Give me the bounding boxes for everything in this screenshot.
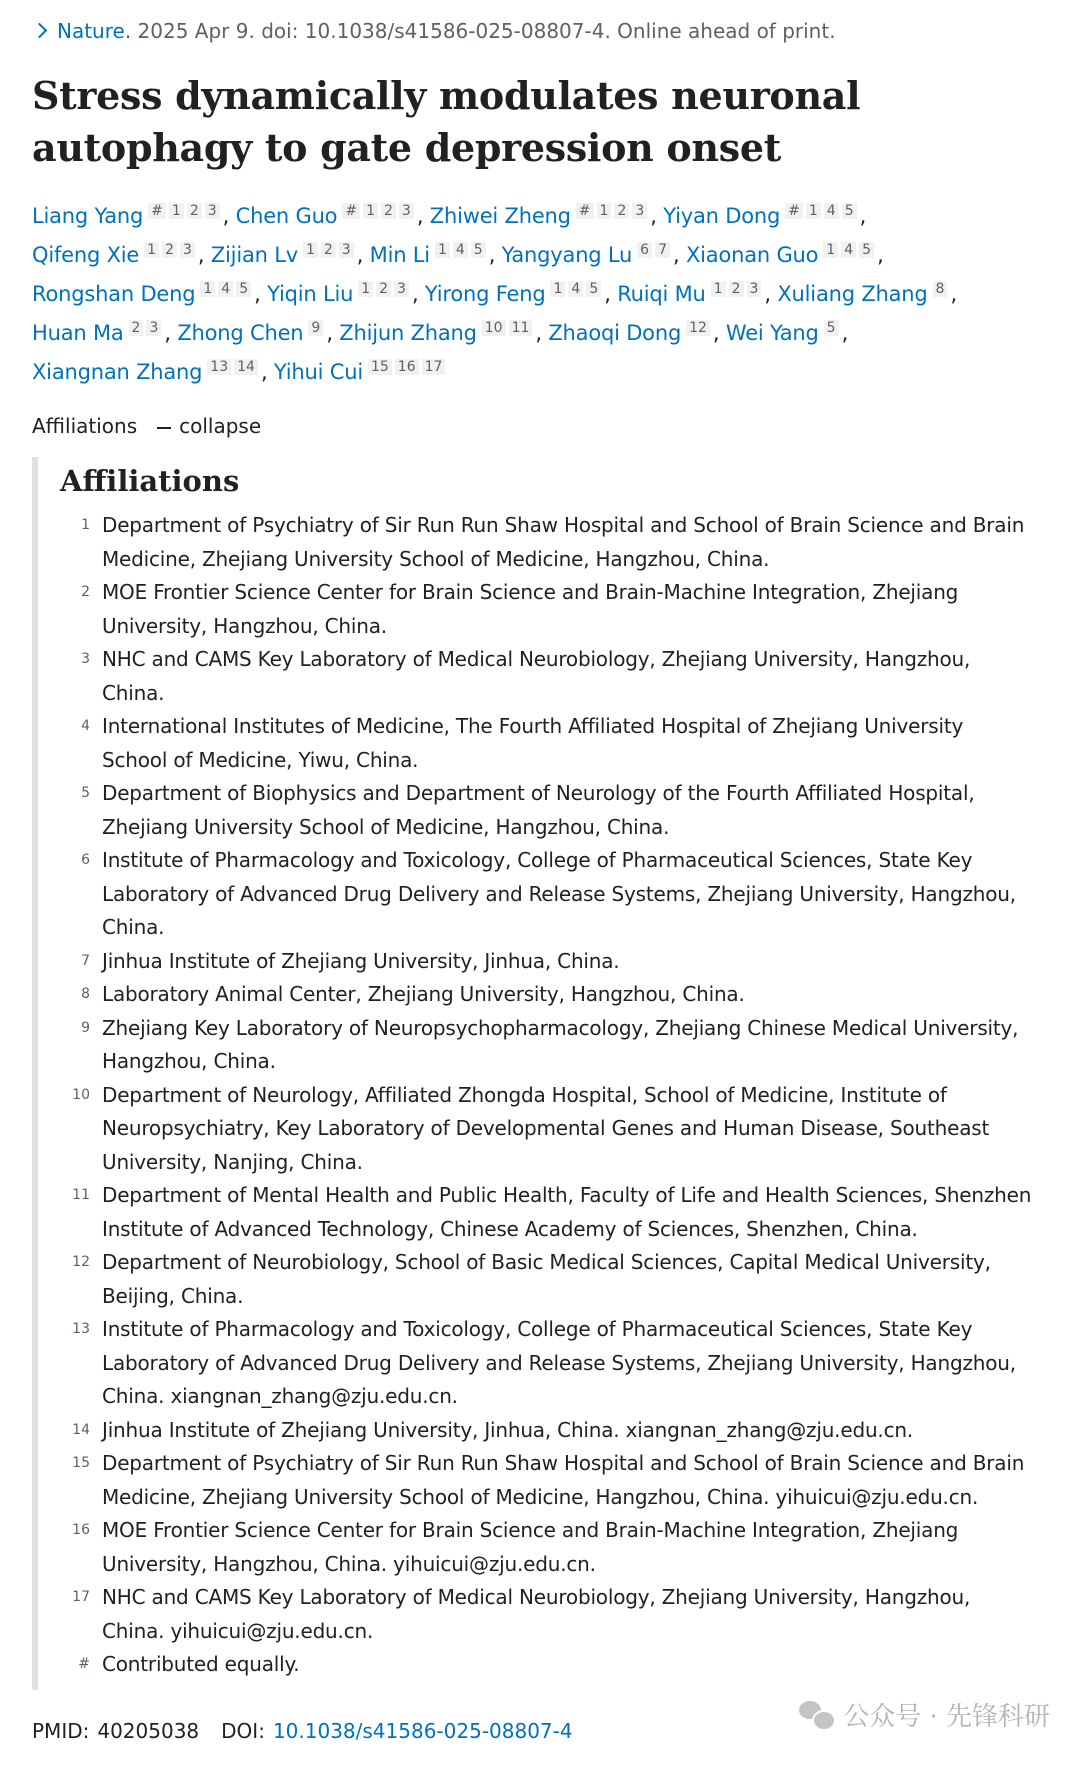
- author-affiliation-refs: [200, 281, 254, 297]
- author-list: [32, 194, 1052, 389]
- affiliation-item: [60, 945, 1045, 979]
- affiliation-number: 11: [72, 1187, 90, 1203]
- affiliation-ref[interactable]: 2: [381, 203, 396, 219]
- affiliation-ref[interactable]: 3: [339, 242, 354, 258]
- author: [32, 243, 198, 267]
- affiliation-item: [60, 978, 1045, 1012]
- journal-link[interactable]: Nature.: [57, 19, 132, 43]
- wechat-icon: [799, 1701, 833, 1729]
- author-name-link[interactable]: Zhaoqi Dong: [548, 321, 682, 345]
- author-affiliation-refs: [207, 359, 261, 375]
- affiliation-text: Jinhua Institute of Zhejiang University, Jinhua, China.: [102, 948, 620, 973]
- affiliations-panel: [32, 457, 1045, 1690]
- author-name-link[interactable]: Yiyan Dong: [663, 204, 781, 228]
- affiliation-item: [60, 1414, 1045, 1448]
- affiliation-ref[interactable]: #: [576, 203, 594, 219]
- affiliation-ref[interactable]: 1: [711, 281, 726, 297]
- affiliation-item: [60, 777, 1045, 844]
- affiliation-ref[interactable]: #: [148, 203, 166, 219]
- author: [267, 282, 412, 306]
- author-line: Huan Ma $^{2 3}$ , Zhong Chen $^9$ , Zhijun Zhang $^{10 11}$ , Zhaoqi Dong $^{12}$ , Wei Yang $^5$ ,: [32, 320, 849, 345]
- author-name-link[interactable]: Rongshan Deng: [32, 282, 196, 306]
- author-name-link[interactable]: Xiaonan Guo: [685, 243, 819, 267]
- affiliation-text: Institute of Pharmacology and Toxicology, College of Pharmaceutical Sciences, State Key Laboratory of Advanced Drug Delivery and Release Systems, Zhejiang University, Hangzhou, China. xiangnan_zhang@zju.edu.cn.: [102, 1317, 1016, 1408]
- author: [425, 282, 604, 306]
- affiliation-ref[interactable]: 5: [471, 242, 486, 258]
- affiliation-ref[interactable]: 3: [632, 203, 647, 219]
- author-affiliation-refs: [144, 242, 198, 258]
- watermark-text: 公众号 · 先锋科研: [843, 1702, 1050, 1732]
- affiliation-ref[interactable]: 1: [597, 203, 612, 219]
- affiliation-ref[interactable]: 3: [394, 281, 409, 297]
- affiliation-text: International Institutes of Medicine, The Fourth Affiliated Hospital of Zhejiang University School of Medicine, Yiwu, China.: [102, 714, 964, 772]
- author-name-link[interactable]: Yangyang Lu: [501, 243, 633, 267]
- affiliation-ref[interactable]: 5: [586, 281, 601, 297]
- author: [274, 360, 449, 384]
- author: [211, 243, 357, 267]
- author-line: Xiangnan Zhang $^{13 14}$ , Yihui Cui $^{15 16 17}$: [32, 350, 1052, 389]
- affiliation-ref[interactable]: 3: [747, 281, 762, 297]
- author: [430, 204, 651, 228]
- author-affiliation-refs: [435, 242, 489, 258]
- affiliation-text: Laboratory Animal Center, Zhejiang University, Hangzhou, China.: [102, 982, 745, 1006]
- author-name-link[interactable]: Zijian Lv: [210, 243, 298, 267]
- affiliation-number: 4: [81, 718, 90, 734]
- affiliation-ref[interactable]: 5: [859, 242, 874, 258]
- author-name-link[interactable]: Xiangnan Zhang: [32, 360, 203, 384]
- affiliation-ref[interactable]: 4: [841, 242, 856, 258]
- affiliation-ref[interactable]: 1: [550, 281, 565, 297]
- affiliation-text: Zhejiang Key Laboratory of Neuropsychopharmacology, Zhejiang Chinese Medical University, Hangzhou, China.: [102, 1015, 1019, 1073]
- affiliation-item: [60, 1246, 1045, 1313]
- author-affiliation-refs: [785, 203, 860, 219]
- affiliation-item: [60, 643, 1045, 710]
- affiliation-ref[interactable]: 3: [180, 242, 195, 258]
- affiliation-number: #: [78, 1656, 90, 1672]
- author-name-link[interactable]: Huan Ma: [32, 321, 124, 345]
- affiliation-number: 1: [81, 517, 90, 533]
- affiliation-text: Department of Psychiatry of Sir Run Run Shaw Hospital and School of Brain Science and Brain Medicine, Zhejiang University School of Medicine, Hangzhou, China. yihuicui@zju.edu.cn.: [102, 1451, 1025, 1509]
- affiliation-item: [60, 509, 1045, 576]
- affiliation-ref[interactable]: 1: [144, 242, 159, 258]
- affiliation-text: Institute of Pharmacology and Toxicology, College of Pharmaceutical Sciences, State Key Laboratory of Advanced Drug Delivery and Release Systems, Zhejiang University, Hangzhou, China.: [102, 848, 1016, 939]
- affiliation-number: 13: [72, 1321, 90, 1337]
- affiliation-item: [60, 1648, 1045, 1682]
- affiliation-item: [60, 1447, 1045, 1514]
- author: [339, 321, 535, 345]
- author-name-link[interactable]: Yihui Cui: [273, 360, 363, 384]
- author-name-link[interactable]: Xuliang Zhang: [777, 282, 928, 306]
- affiliation-ref[interactable]: 4: [824, 203, 839, 219]
- author-affiliation-refs: [823, 242, 877, 258]
- doi-link[interactable]: 10.1038/s41586-025-08807-4: [272, 1718, 573, 1743]
- author-affiliation-refs: [308, 320, 326, 336]
- affiliation-number: 17: [72, 1589, 90, 1605]
- affiliation-text: Contributed equally.: [102, 1652, 300, 1676]
- author: [236, 204, 417, 228]
- author-affiliation-refs: [576, 203, 651, 219]
- page-title: Stress dynamically modulates neuronal autophagy to gate depression onset: [32, 73, 861, 170]
- author: [726, 321, 842, 345]
- collapse-link[interactable]: collapse: [179, 414, 262, 438]
- author-line: Rongshan Deng $^{1 4 5}$ , Yiqin Liu $^{1 2 3}$ , Yirong Feng $^{1 4 5}$ , Ruiqi Mu $^{1 2 3}$ , Xuliang Zhang $^8$ ,: [32, 281, 957, 306]
- affiliation-text: Jinhua Institute of Zhejiang University, Jinhua, China. xiangnan_zhang@zju.edu.cn.: [102, 1417, 914, 1442]
- author-name-link[interactable]: Qifeng Xie: [32, 243, 140, 267]
- affiliation-ref[interactable]: 2: [187, 203, 202, 219]
- affiliation-ref[interactable]: 3: [399, 203, 414, 219]
- author-name-link[interactable]: Zhijun Zhang: [339, 321, 477, 345]
- affiliation-ref[interactable]: 4: [568, 281, 583, 297]
- affiliation-ref[interactable]: 14: [234, 359, 258, 375]
- affiliation-ref[interactable]: 1: [435, 242, 450, 258]
- affiliation-ref[interactable]: 1: [358, 281, 373, 297]
- author-name-link[interactable]: Chen Guo: [235, 204, 338, 228]
- affiliation-item: [60, 1079, 1045, 1180]
- author-affiliation-refs: [550, 281, 604, 297]
- affiliation-ref[interactable]: 17: [422, 359, 446, 375]
- affiliation-text: NHC and CAMS Key Laboratory of Medical Neurobiology, Zhejiang University, Hangzhou, China. yihuicui@zju.edu.cn.: [102, 1585, 971, 1643]
- affiliation-text: Department of Neurobiology, School of Basic Medical Sciences, Capital Medical University, Beijing, China.: [102, 1250, 991, 1308]
- affiliation-number: 3: [81, 651, 90, 667]
- affiliation-ref[interactable]: 3: [146, 320, 161, 336]
- affiliation-number: 12: [72, 1254, 90, 1270]
- author-affiliation-refs: [637, 242, 673, 258]
- affiliation-ref[interactable]: 2: [129, 320, 144, 336]
- author-affiliation-refs: [686, 320, 713, 336]
- doi-label: DOI:: [221, 1718, 265, 1743]
- affiliation-number: 8: [81, 986, 90, 1002]
- affiliation-ref[interactable]: 5: [236, 281, 251, 297]
- affiliation-number: 16: [72, 1522, 90, 1538]
- affiliation-ref[interactable]: 5: [824, 320, 839, 336]
- affiliation-number: 6: [81, 852, 90, 868]
- affiliation-ref[interactable]: 1: [303, 242, 318, 258]
- affiliation-ref[interactable]: 1: [363, 203, 378, 219]
- author: [32, 321, 164, 345]
- affiliation-ref[interactable]: 7: [655, 242, 670, 258]
- pmid-label: PMID:: [32, 1718, 90, 1743]
- article-page: [32, 14, 1052, 1746]
- affiliation-number: 2: [81, 584, 90, 600]
- affiliation-ref[interactable]: 2: [376, 281, 391, 297]
- affiliation-ref[interactable]: 16: [395, 359, 419, 375]
- author-name-link[interactable]: Ruiqi Mu: [617, 282, 706, 306]
- author-affiliation-refs: [824, 320, 842, 336]
- affiliation-ref[interactable]: 13: [207, 359, 231, 375]
- affiliation-item: [60, 1581, 1045, 1648]
- affiliation-ref[interactable]: 3: [205, 203, 220, 219]
- affiliation-text: Department of Neurology, Affiliated Zhongda Hospital, School of Medicine, Institute of Neuropsychiatry, Key Laboratory of Developmental Genes and Human Disease, Southeast University, Nanjing, China.: [102, 1082, 990, 1174]
- affiliations-toggle[interactable]: [32, 411, 1052, 441]
- author: [686, 243, 877, 267]
- author: [32, 360, 261, 384]
- author-affiliation-refs: [129, 320, 165, 336]
- author: [32, 204, 223, 228]
- affiliation-ref[interactable]: 4: [453, 242, 468, 258]
- affiliation-ref[interactable]: #: [785, 203, 803, 219]
- affiliation-ref[interactable]: 2: [162, 242, 177, 258]
- author-name-link[interactable]: Wei Yang: [725, 321, 819, 345]
- affiliation-text: MOE Frontier Science Center for Brain Science and Brain-Machine Integration, Zhejiang University, Hangzhou, China.: [102, 580, 959, 638]
- author-name-link[interactable]: Yiqin Liu: [267, 282, 354, 306]
- affiliation-ref[interactable]: 2: [321, 242, 336, 258]
- affiliation-number: 9: [81, 1019, 90, 1036]
- citation-details: 2025 Apr 9. doi: 10.1038/s41586-025-08807-4. Online ahead of print.: [137, 19, 836, 43]
- author: [177, 321, 326, 345]
- affiliation-ref[interactable]: 4: [218, 281, 233, 297]
- affiliation-ref[interactable]: #: [342, 203, 360, 219]
- affiliation-number: 7: [81, 952, 90, 969]
- affiliation-item: [60, 710, 1045, 777]
- author-line: Qifeng Xie $^{1 2 3}$ , Zijian Lv $^{1 2 3}$ , Min Li $^{1 4 5}$ , Yangyang Lu $^{6 7}$ , Xiaonan Guo $^{1 4 5}$ ,: [32, 242, 884, 267]
- citation-line: [32, 14, 1052, 48]
- affiliation-ref[interactable]: 9: [308, 320, 323, 336]
- affiliation-item: [60, 576, 1045, 643]
- affiliation-ref[interactable]: 1: [169, 203, 184, 219]
- affiliation-text: Department of Mental Health and Public Health, Faculty of Life and Health Sciences, Shenzhen Institute of Advanced Technology, Chinese Academy of Sciences, Shenzhen, China.: [102, 1183, 1032, 1241]
- affiliation-ref[interactable]: 8: [933, 281, 948, 297]
- author-name-link[interactable]: Min Li: [369, 243, 430, 267]
- author-affiliation-refs: [342, 203, 417, 219]
- affiliation-ref[interactable]: 1: [200, 281, 215, 297]
- author: [777, 282, 950, 306]
- affiliation-number: 15: [72, 1455, 90, 1471]
- author: [370, 243, 489, 267]
- affiliation-item: [60, 1514, 1045, 1581]
- author: [32, 282, 254, 306]
- affiliation-number: 14: [72, 1421, 90, 1438]
- author-affiliation-refs: [358, 281, 412, 297]
- affiliation-text: Department of Biophysics and Department of Neurology of the Fourth Affiliated Hospital, Zhejiang University School of Medicine, Hangzhou, China.: [102, 781, 975, 839]
- author: [548, 321, 713, 345]
- pmid-value: 40205038: [97, 1718, 200, 1743]
- author: [617, 282, 764, 306]
- author-affiliation-refs: [368, 359, 448, 375]
- affiliation-number: 5: [81, 785, 90, 801]
- affiliation-item: [60, 1313, 1045, 1414]
- author-affiliation-refs: [933, 281, 951, 297]
- author-name-link[interactable]: Liang Yang: [32, 204, 144, 228]
- affiliation-ref[interactable]: 2: [614, 203, 629, 219]
- affiliations-toggle-label: Affiliations: [32, 414, 138, 438]
- affiliation-ref[interactable]: 2: [729, 281, 744, 297]
- affiliation-item: [60, 844, 1045, 945]
- minus-icon: [157, 427, 171, 429]
- affiliation-text: NHC and CAMS Key Laboratory of Medical Neurobiology, Zhejiang University, Hangzhou, China.: [102, 647, 971, 705]
- affiliation-ref[interactable]: 1: [823, 242, 838, 258]
- affiliation-ref[interactable]: 12: [686, 320, 710, 336]
- author-affiliation-refs: [303, 242, 357, 258]
- affiliation-text: Department of Psychiatry of Sir Run Run Shaw Hospital and School of Brain Science and Brain Medicine, Zhejiang University School of Medicine, Hangzhou, China.: [102, 513, 1025, 571]
- author-name-link[interactable]: Yirong Feng: [424, 282, 546, 306]
- affiliation-number: 10: [72, 1086, 90, 1103]
- chevron-right-icon[interactable]: [32, 23, 48, 39]
- author-affiliation-refs: [482, 320, 536, 336]
- affiliation-ref[interactable]: 10: [482, 320, 506, 336]
- affiliation-ref[interactable]: 6: [637, 242, 652, 258]
- affiliation-ref[interactable]: 5: [842, 203, 857, 219]
- affiliation-ref[interactable]: 15: [368, 359, 392, 375]
- author: [663, 204, 859, 228]
- author-affiliation-refs: [711, 281, 765, 297]
- affiliation-ref[interactable]: 11: [509, 320, 533, 336]
- affiliation-ref[interactable]: 1: [806, 203, 821, 219]
- affiliations-heading: Affiliations: [60, 464, 240, 498]
- affiliation-item: [60, 1012, 1045, 1079]
- author-name-link[interactable]: Zhong Chen: [177, 321, 304, 345]
- author-affiliation-refs: [148, 203, 223, 219]
- affiliations-list: [60, 509, 1045, 1682]
- author-name-link[interactable]: Zhiwei Zheng: [429, 204, 571, 228]
- affiliation-item: [60, 1179, 1045, 1246]
- author: [502, 243, 673, 267]
- affiliation-text: MOE Frontier Science Center for Brain Science and Brain-Machine Integration, Zhejiang University, Hangzhou, China. yihuicui@zju.edu.cn.: [102, 1518, 959, 1576]
- author-line: Liang Yang $^{\# 1 2 3}$ , Chen Guo $^{\# 1 2 3}$ , Zhiwei Zheng $^{\# 1 2 3}$ , Yiyan Dong $^{\# 1 4 5}$ ,: [32, 203, 867, 228]
- watermark: [799, 1696, 1050, 1733]
